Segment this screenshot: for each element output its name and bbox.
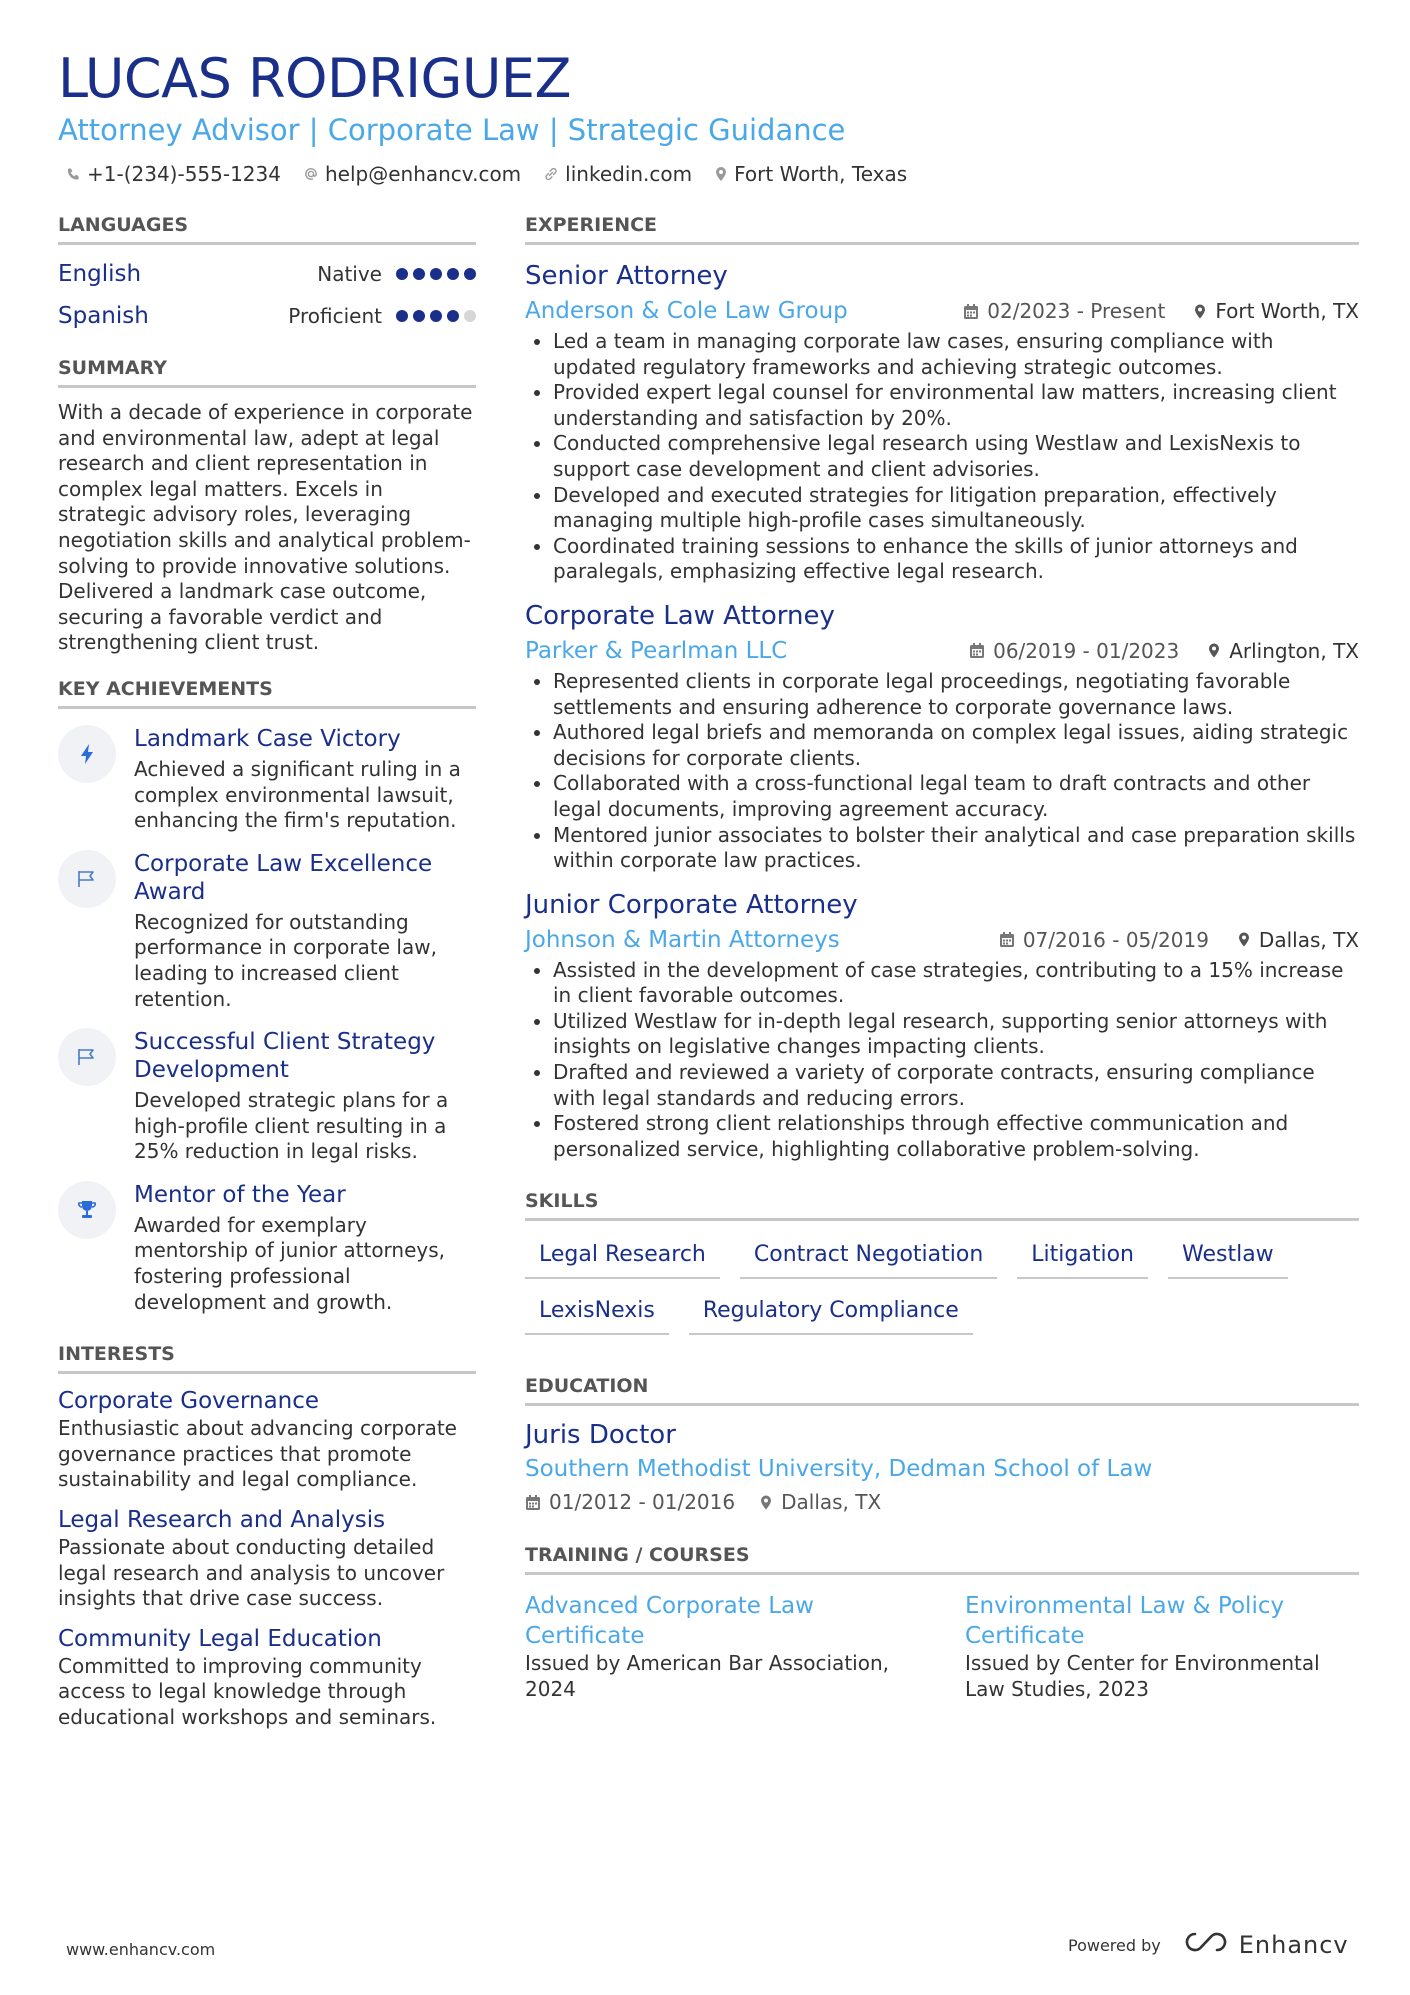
calendar-icon: [969, 642, 985, 659]
training-heading: TRAINING / COURSES: [525, 1542, 1359, 1575]
education-heading: EDUCATION: [525, 1373, 1359, 1406]
training-section: [525, 1542, 1359, 1702]
calendar-icon: [999, 931, 1015, 948]
interests-heading: INTERESTS: [58, 1341, 476, 1374]
candidate-name: LUCAS RODRIGUEZ: [58, 47, 572, 110]
course-description: Issued by Center for Environmental Law Studies, 2023: [965, 1651, 1320, 1702]
job-bullet: • Provided expert legal counsel for environmental law matters, increasing client understanding and satisfaction by 20%.: [553, 380, 1359, 431]
achievement-description: Recognized for outstanding performance in corporate law, leading to increased client retention.: [134, 909, 437, 1011]
job-entry: [525, 599, 1359, 874]
interest-title: Corporate Governance: [58, 1388, 320, 1415]
trophy-icon: [58, 1181, 116, 1239]
language-item: [58, 295, 476, 337]
job-bullet: • Represented clients in corporate legal proceedings, negotiating favorable settlements and ensuring adherence to corporate governance laws.: [553, 669, 1359, 720]
achievement-title: Mentor of the Year: [134, 1181, 346, 1208]
job-location-text: Fort Worth, TX: [1215, 299, 1359, 323]
experience-heading: EXPERIENCE: [525, 212, 1359, 245]
degree-title: Juris Doctor: [525, 1420, 676, 1451]
job-bullets: [525, 958, 1359, 1163]
job-bullet: • Led a team in managing corporate law cases, ensuring compliance with updated regulatory frameworks and achieving strategic outcomes.: [553, 329, 1359, 380]
powered-by-label: Powered by: [1068, 1935, 1161, 1955]
job-bullet: • Developed and executed strategies for litigation preparation, effectively managing multiple high-profile cases simultaneously.: [553, 483, 1359, 534]
language-level: Native: [317, 262, 382, 286]
contact-phone-text: +1-(234)-555-1234: [87, 162, 281, 186]
flag-icon: [58, 1028, 116, 1086]
job-title: Senior Attorney: [525, 261, 728, 291]
interest-item: [58, 1386, 476, 1493]
achievement-description: Achieved a significant ruling in a complex environmental lawsuit, enhancing the firm's reputation.: [134, 756, 461, 833]
contact-location: [714, 162, 907, 186]
job-bullet: • Collaborated with a cross-functional legal team to draft contracts and other legal documents, improving agreement accuracy.: [553, 771, 1359, 822]
job-location: [1207, 639, 1359, 663]
job-bullet: • Mentored junior associates to bolster their analytical and case preparation skills within corporate law practices.: [553, 823, 1359, 874]
skill-tag: Contract Negotiation: [740, 1235, 997, 1279]
lightning-icon: [58, 725, 116, 783]
footer-branding: [1068, 1930, 1349, 1960]
proficiency-dot: [430, 268, 442, 280]
skills-list: [525, 1235, 1359, 1335]
course-title: Environmental Law & Policy Certificate: [965, 1593, 1285, 1650]
job-dates: [969, 639, 1179, 663]
language-name: Spanish: [58, 303, 149, 329]
proficiency-dot: [464, 268, 476, 280]
contact-linkedin[interactable]: [543, 162, 692, 186]
education-location: [759, 1490, 881, 1514]
job-dates-text: 02/2023 - Present: [987, 299, 1166, 323]
location-pin-icon: [1237, 931, 1251, 948]
interest-title: Community Legal Education: [58, 1625, 382, 1652]
language-proficiency-dots: [396, 268, 476, 280]
contact-phone[interactable]: [66, 162, 281, 186]
at-icon: [303, 166, 319, 182]
job-meta: [525, 633, 1359, 669]
education-section: [525, 1373, 1359, 1518]
job-location-text: Dallas, TX: [1258, 927, 1359, 952]
location-pin-icon: [714, 166, 728, 182]
proficiency-dot: [447, 310, 459, 322]
experience-section: [525, 212, 1359, 1162]
summary-text: With a decade of experience in corporate and environmental law, adept at legal research and client representation in complex legal matters. Excels in strategic advisory roles, leveraging negotiation skills and analytical problem-solving to provide innovative solutions. Delivered a landmark case outcome, securing a favorable verdict and strengthening client trust.: [58, 400, 473, 655]
job-bullets: [525, 329, 1359, 585]
proficiency-dot: [396, 310, 408, 322]
job-dates: [999, 928, 1209, 952]
enhancv-logo-icon: [1183, 1930, 1229, 1960]
contact-location-text: Fort Worth, Texas: [734, 162, 908, 186]
location-pin-icon: [1193, 303, 1207, 320]
proficiency-dot: [464, 310, 476, 322]
education-meta: [525, 1486, 1359, 1518]
brand-logo[interactable]: [1183, 1930, 1349, 1960]
achievement-title: Successful Client Strategy Development: [134, 1029, 436, 1084]
job-meta: [525, 922, 1359, 958]
calendar-icon: [963, 303, 979, 320]
interests-section: [58, 1341, 476, 1730]
languages-section: [58, 212, 476, 337]
job-meta: [525, 293, 1359, 329]
job-location-text: Arlington, TX: [1229, 638, 1359, 663]
brand-name: Enhancv: [1238, 1931, 1349, 1959]
footer-website[interactable]: www.enhancv.com: [66, 1940, 216, 1959]
skill-tag: Litigation: [1017, 1235, 1148, 1279]
company-name: Johnson & Martin Attorneys: [525, 926, 840, 953]
summary-section: [58, 355, 476, 656]
course-description: Issued by American Bar Association, 2024: [525, 1651, 889, 1702]
job-bullet: • Coordinated training sessions to enhance the skills of junior attorneys and paralegals, emphasizing effective legal research.: [553, 534, 1359, 585]
achievement-description: Developed strategic plans for a high-profile client resulting in a 25% reduction in legal risks.: [134, 1088, 449, 1164]
course-title: Advanced Corporate Law Certificate: [525, 1593, 814, 1650]
interest-description: Passionate about conducting detailed legal research and analysis to uncover insights that drive case success.: [58, 1535, 445, 1611]
school-name: Southern Methodist University, Dedman School of Law: [525, 1456, 1153, 1483]
achievement-item: [58, 1028, 476, 1165]
achievement-title: Landmark Case Victory: [134, 725, 401, 752]
language-name: English: [58, 261, 142, 287]
achievement-item: [58, 1181, 476, 1315]
education-dates-text: 01/2012 - 01/2016: [549, 1490, 736, 1515]
job-dates-text: 06/2019 - 01/2023: [993, 638, 1180, 663]
achievements-section: [58, 676, 476, 1315]
summary-heading: SUMMARY: [58, 355, 476, 388]
candidate-tagline: Attorney Advisor | Corporate Law | Strategic Guidance: [58, 113, 846, 147]
job-dates: [963, 299, 1165, 323]
interest-description: Committed to improving community access to legal knowledge through educational workshops and seminars.: [58, 1653, 437, 1729]
skill-tag: Regulatory Compliance: [689, 1291, 973, 1335]
location-pin-icon: [1207, 642, 1221, 659]
interest-title: Legal Research and Analysis: [58, 1507, 386, 1534]
language-item: [58, 253, 476, 295]
skills-heading: SKILLS: [525, 1188, 1359, 1221]
proficiency-dot: [396, 268, 408, 280]
phone-icon: [66, 167, 81, 182]
link-icon: [543, 166, 559, 182]
right-column: [525, 212, 1359, 1703]
proficiency-dot: [447, 268, 459, 280]
job-dates-text: 07/2016 - 05/2019: [1022, 927, 1209, 952]
calendar-icon: [525, 1494, 541, 1511]
education-dates: [525, 1490, 735, 1514]
interest-description: Enthusiastic about advancing corporate governance practices that promote sustainability and legal compliance.: [58, 1416, 457, 1492]
achievement-item: [58, 725, 476, 834]
proficiency-dot: [413, 310, 425, 322]
achievements-heading: KEY ACHIEVEMENTS: [58, 676, 476, 709]
language-level: Proficient: [288, 304, 382, 328]
language-proficiency-dots: [396, 310, 476, 322]
contact-email[interactable]: [303, 162, 521, 186]
contact-email-text: help@enhancv.com: [324, 162, 522, 186]
achievement-description: Awarded for exemplary mentorship of junior attorneys, fostering professional development and growth.: [134, 1212, 446, 1314]
interest-item: [58, 1624, 476, 1731]
courses-list: [525, 1591, 1359, 1702]
flag-icon: [58, 850, 116, 908]
left-column: [58, 212, 476, 1731]
location-pin-icon: [759, 1494, 773, 1511]
job-title: Junior Corporate Attorney: [525, 889, 858, 920]
job-location: [1237, 928, 1359, 952]
job-bullet: • Fostered strong client relationships through effective communication and personalized service, highlighting collaborative problem-solving.: [553, 1111, 1359, 1162]
company-name: Parker & Pearlman LLC: [525, 637, 788, 664]
job-bullet: • Authored legal briefs and memoranda on complex legal issues, aiding strategic decisions for corporate clients.: [553, 720, 1359, 771]
job-entry: [525, 259, 1359, 585]
skill-tag: LexisNexis: [525, 1291, 669, 1335]
achievement-title: Corporate Law Excellence Award: [134, 850, 433, 905]
company-name: Anderson & Cole Law Group: [525, 298, 848, 324]
skill-tag: Westlaw: [1168, 1235, 1288, 1279]
job-bullet: • Utilized Westlaw for in-depth legal research, supporting senior attorneys with insights on legislative changes impacting clients.: [553, 1009, 1359, 1060]
course-item: [525, 1591, 917, 1702]
job-bullet: • Drafted and reviewed a variety of corporate contracts, ensuring compliance with legal standards and reducing errors.: [553, 1060, 1359, 1111]
skill-tag: Legal Research: [525, 1235, 720, 1279]
proficiency-dot: [430, 310, 442, 322]
interest-item: [58, 1505, 476, 1612]
job-bullet: • Assisted in the development of case strategies, contributing to a 15% increase in client favorable outcomes.: [553, 958, 1359, 1009]
job-bullets: [525, 669, 1359, 874]
job-location: [1193, 299, 1359, 323]
proficiency-dot: [413, 268, 425, 280]
contact-linkedin-text: linkedin.com: [565, 162, 693, 186]
skills-section: [525, 1188, 1359, 1335]
achievement-item: [58, 850, 476, 1012]
course-item: [965, 1591, 1357, 1702]
job-title: Corporate Law Attorney: [525, 600, 835, 631]
education-location-text: Dallas, TX: [781, 1490, 882, 1515]
languages-heading: LANGUAGES: [58, 212, 476, 245]
contact-bar: [66, 162, 907, 186]
job-bullet: • Conducted comprehensive legal research using Westlaw and LexisNexis to support case development and client advisories.: [553, 431, 1359, 482]
job-entry: [525, 888, 1359, 1163]
